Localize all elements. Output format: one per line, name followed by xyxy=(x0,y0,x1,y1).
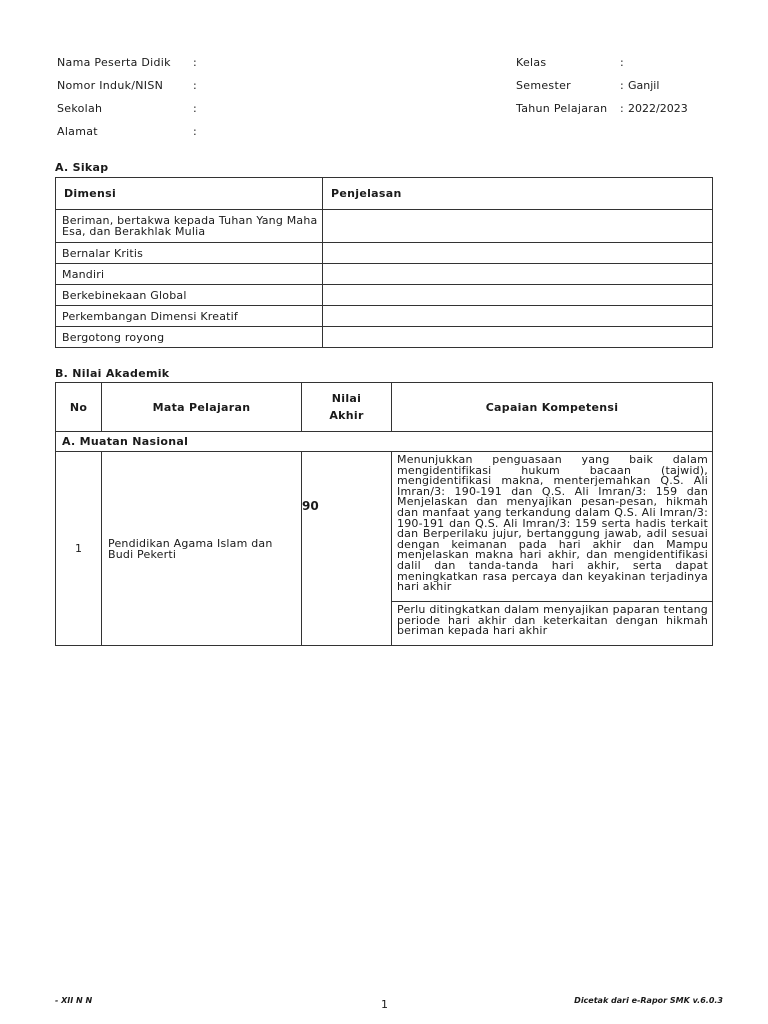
colon: : xyxy=(193,79,197,92)
sikap-table xyxy=(55,177,713,348)
nilai-cell: 90 xyxy=(302,452,392,646)
header-capaian-kompetensi: Capaian Kompetensi xyxy=(392,383,713,432)
penjelasan-cell xyxy=(323,285,713,306)
label-nama: Nama Peserta Didik xyxy=(57,56,171,69)
group-label: A. Muatan Nasional xyxy=(56,432,713,452)
table-row xyxy=(56,264,713,285)
dimensi-cell: Bernalar Kritis xyxy=(56,243,323,264)
header-mata-pelajaran: Mata Pelajaran xyxy=(102,383,302,432)
colon: : xyxy=(620,56,624,69)
label-semester: Semester xyxy=(516,79,571,92)
group-row xyxy=(56,432,713,452)
table-row xyxy=(56,306,713,327)
section-title-akademik: B. Nilai Akademik xyxy=(55,367,170,380)
table-row xyxy=(56,327,713,348)
dimensi-cell: Berkebinekaan Global xyxy=(56,285,323,306)
penjelasan-cell xyxy=(323,210,713,243)
table-header-row xyxy=(56,178,713,210)
colon: : xyxy=(620,102,624,115)
dimensi-cell: Beriman, bertakwa kepada Tuhan Yang Maha Esa, dan Berakhlak Mulia xyxy=(56,210,323,243)
page-number: 1 xyxy=(381,998,388,1011)
table-row xyxy=(56,210,713,243)
label-tahun: Tahun Pelajaran xyxy=(516,102,608,115)
penjelasan-cell xyxy=(323,264,713,285)
header-penjelasan: Penjelasan xyxy=(323,178,713,210)
colon: : xyxy=(193,56,197,69)
colon: : xyxy=(193,125,197,138)
capaian-cell: Perlu ditingkatkan dalam menyajikan paparan tentang periode hari akhir dan keterkaitan dengan hikmah beriman kepada hari akhir xyxy=(392,602,713,646)
penjelasan-cell xyxy=(323,243,713,264)
table-header-row xyxy=(56,383,713,432)
header-no: No xyxy=(56,383,102,432)
no-cell: 1 xyxy=(56,452,102,646)
table-row xyxy=(56,243,713,264)
section-title-sikap: A. Sikap xyxy=(55,161,109,174)
label-kelas: Kelas xyxy=(516,56,547,69)
penjelasan-cell xyxy=(323,306,713,327)
table-row xyxy=(56,285,713,306)
value-tahun: 2022/2023 xyxy=(628,102,688,115)
mapel-cell: Pendidikan Agama Islam dan Budi Pekerti xyxy=(102,452,302,646)
value-semester: Ganjil xyxy=(628,79,660,92)
header-dimensi: Dimensi xyxy=(56,178,323,210)
table-row xyxy=(56,452,713,602)
dimensi-cell: Mandiri xyxy=(56,264,323,285)
label-alamat: Alamat xyxy=(57,125,98,138)
capaian-cell: Menunjukkan penguasaan yang baik dalam mengidentifikasi hukum bacaan (tajwid), mengidentifikasi makna, menterjemahkan Q.S. Ali Imran/3: 190-191 dan Q.S. Ali Imran/3: 159 dan Menjelaskan dan menyajikan pesan-pesan, hikmah dan manfaat yang terkandung dalam Q.S. Ali Imran/3: 190-191 dan Q.S. Ali Imran/3: 159 serta hadis terkait dan Berperilaku jujur, bertanggung jawab, adil sesuai dengan keimanan pada hari akhir dan Mampu menjelaskan makna hari akhir, dan mengidentifikasi dalil dan tanda-tanda hari akhir, serta dapat meningkatkan rasa percaya dan keyakinan terjadinya hari akhir xyxy=(392,452,713,602)
dimensi-cell: Bergotong royong xyxy=(56,327,323,348)
label-nisn: Nomor Induk/NISN xyxy=(57,79,164,92)
dimensi-cell: Perkembangan Dimensi Kreatif xyxy=(56,306,323,327)
colon: : xyxy=(620,79,624,92)
header-nilai-akhir: Nilai Akhir xyxy=(302,383,392,432)
footer-printed-by: Dicetak dari e-Rapor SMK v.6.0.3 xyxy=(574,996,723,1005)
label-sekolah: Sekolah xyxy=(57,102,103,115)
penjelasan-cell xyxy=(323,327,713,348)
colon: : xyxy=(193,102,197,115)
nilai-akademik-table xyxy=(55,382,713,646)
footer-class-label: - XII N N xyxy=(55,996,93,1005)
